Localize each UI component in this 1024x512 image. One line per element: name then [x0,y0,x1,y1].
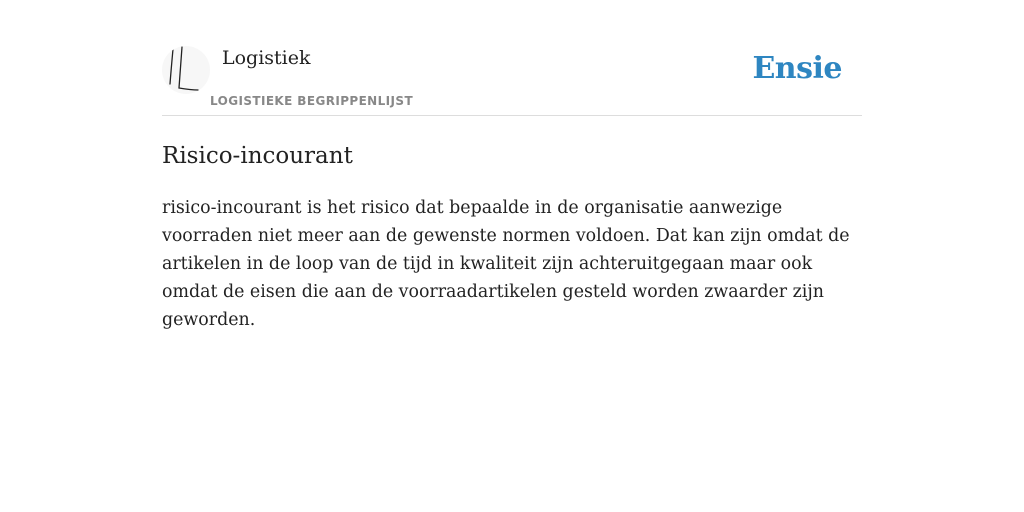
term-definition: risico-incourant is het risico dat bepaalde in de organisatie aanwezige voorraden niet meer aan de gewenste normen voldoen. Dat kan zijn omdat de artikelen in de loop van de tijd in kwaliteit zijn achteruitgegaan maar ook omdat de eisen die aan de voorraadartikelen gesteld worden zwaarder zijn geworden. [162,198,850,330]
site-logo[interactable] [162,46,210,94]
handwritten-il-logo-icon [162,46,210,94]
site-header [162,0,862,116]
site-name-link[interactable]: Logistiek [222,47,311,69]
brand-logo-link[interactable]: Ensie [752,51,842,86]
site-subtitle: LOGISTIEKE BEGRIPPENLIJST [210,94,414,108]
page-container [162,0,862,334]
term-title: Risico-incourant [162,143,353,169]
